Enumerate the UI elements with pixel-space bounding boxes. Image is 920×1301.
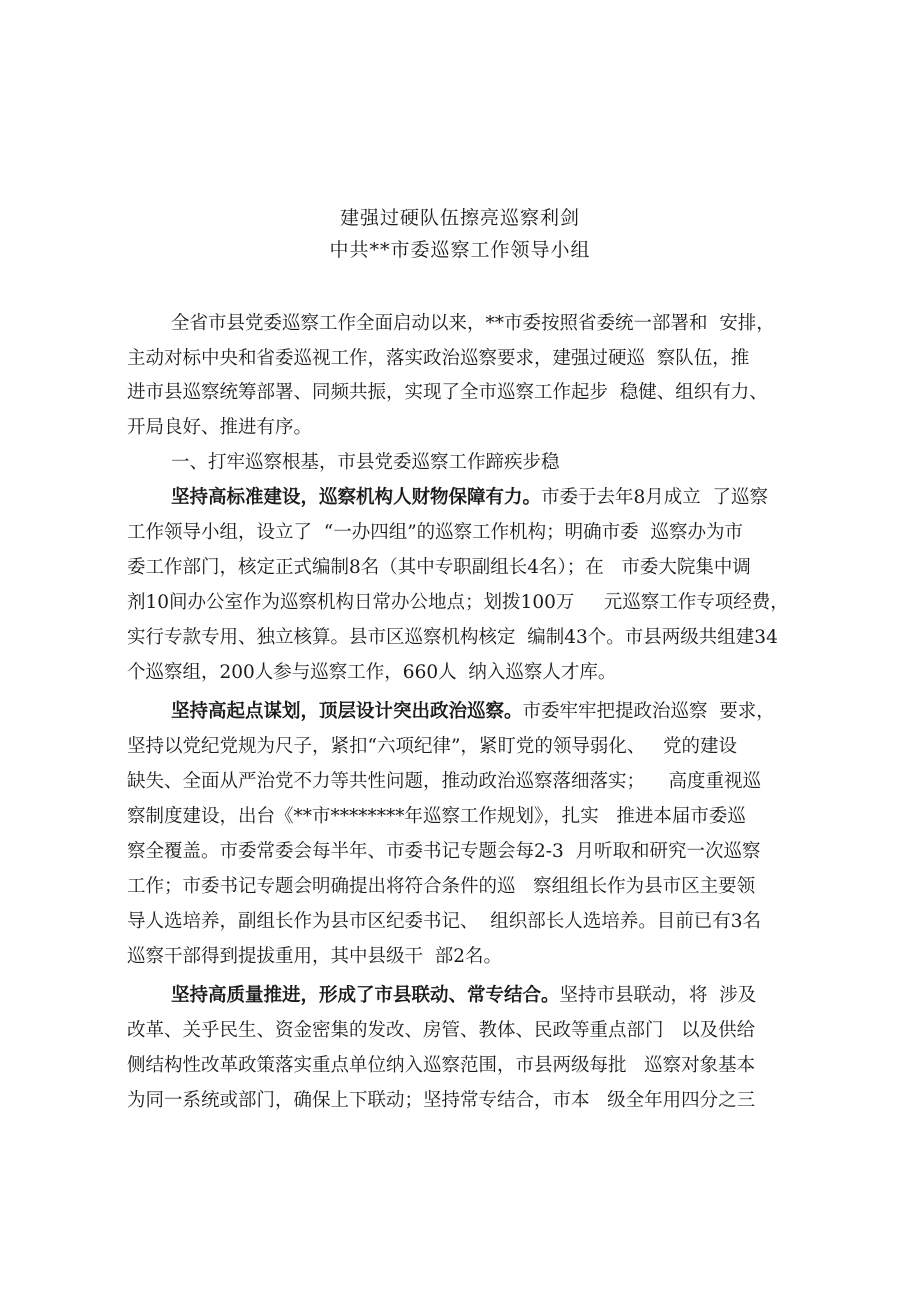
paragraph-line: 市委牢牢把提政治巡察 要求， <box>522 701 775 722</box>
paragraph-line: 主动对标中央和省委巡视工作，落实政治巡察要求，建强过硬巡 察队伍，推 <box>127 348 750 369</box>
paragraph-line: 市委于去年8月成立 了巡察 <box>541 487 769 508</box>
paragraph-line: 改革、关乎民生、资金密集的发改、房管、教体、民政等重点部门 以及供给 <box>127 1020 756 1041</box>
paragraph-line: 巡察干部得到提拔重用，其中县级干 部2名。 <box>127 946 503 967</box>
paragraph-line: 剂10间办公室作为巡察机构日常办公地点；划拨100万 元巡察工作专项经费， <box>127 592 789 613</box>
section-heading: 一、打牢巡察根基，市县党委巡察工作蹄疾步稳 <box>171 452 560 473</box>
paragraph-line: 工作领导小组，设立了 “一办四组”的巡察工作机构；明确市委 巡察办为市 <box>127 522 743 543</box>
paragraph-line: 委工作部门，核定正式编制8名（其中专职副组长4名）；在 市委大院集中调 <box>127 557 751 578</box>
paragraph-lead: 坚持高标准建设，巡察机构人财物保障有力。 <box>171 487 542 508</box>
paragraph-lead: 坚持高起点谋划，顶层设计突出政治巡察。 <box>171 701 523 722</box>
paragraph-line: 察全覆盖。市委常委会每半年、市委书记专题会每2-3 月听取和研究一次巡察 <box>127 841 761 862</box>
document-title: 建强过硬队伍擦亮巡察利剑 <box>339 207 580 229</box>
paragraph-line: 个巡察组，200人参与巡察工作，660人 纳入巡察人才库。 <box>127 662 617 683</box>
paragraph-line: 开局良好、推进有序。 <box>127 417 313 438</box>
paragraph-line: 侧结构性改革政策落实重点单位纳入巡察范围，市县两级每批 巡察对象基本 <box>127 1055 756 1076</box>
paragraph-lead: 坚持高质量推进，形成了市县联动、常专结合。 <box>171 985 560 1006</box>
paragraph-first-line <box>171 700 775 724</box>
document-subtitle: 中共**市委巡察工作领导小组 <box>329 239 591 261</box>
paragraph-first-line <box>171 984 756 1008</box>
paragraph-line: 工作；市委书记专题会明确提出将符合条件的巡 察组组长作为县市区主要领 <box>127 876 756 897</box>
paragraph-line: 进市县巡察统筹部署、同频共振，实现了全市巡察工作起步 稳健、组织有力、 <box>127 382 768 403</box>
paragraph-line: 实行专款专用、独立核算。县市区巡察机构核定 编制43个。市县两级共组建34 <box>127 627 778 648</box>
paragraph-line: 察制度建设，出台《**市********年巡察工作规划》，扎实 推进本届市委巡 <box>127 806 746 827</box>
paragraph-first-line <box>171 486 768 510</box>
paragraph-line: 导人选培养，副组长作为县市区纪委书记、 组织部长人选培养。目前已有3名 <box>127 911 762 932</box>
paragraph-line: 为同一系统或部门，确保上下联动；坚持常专结合，市本 级全年用四分之三 <box>127 1090 756 1111</box>
paragraph-line: 坚持以党纪党规为尺子，紧扣“六项纪律”，紧盯党的领导弱化、 党的建设 <box>127 736 738 757</box>
paragraph-line: 缺失、全面从严治党不力等共性问题，推动政治巡察落细落实； 高度重视巡 <box>127 771 762 792</box>
paragraph-line: 坚持市县联动，将 涉及 <box>559 985 757 1006</box>
paragraph-line: 全省市县党委巡察工作全面启动以来，**市委按照省委统一部署和 安排， <box>171 313 775 334</box>
